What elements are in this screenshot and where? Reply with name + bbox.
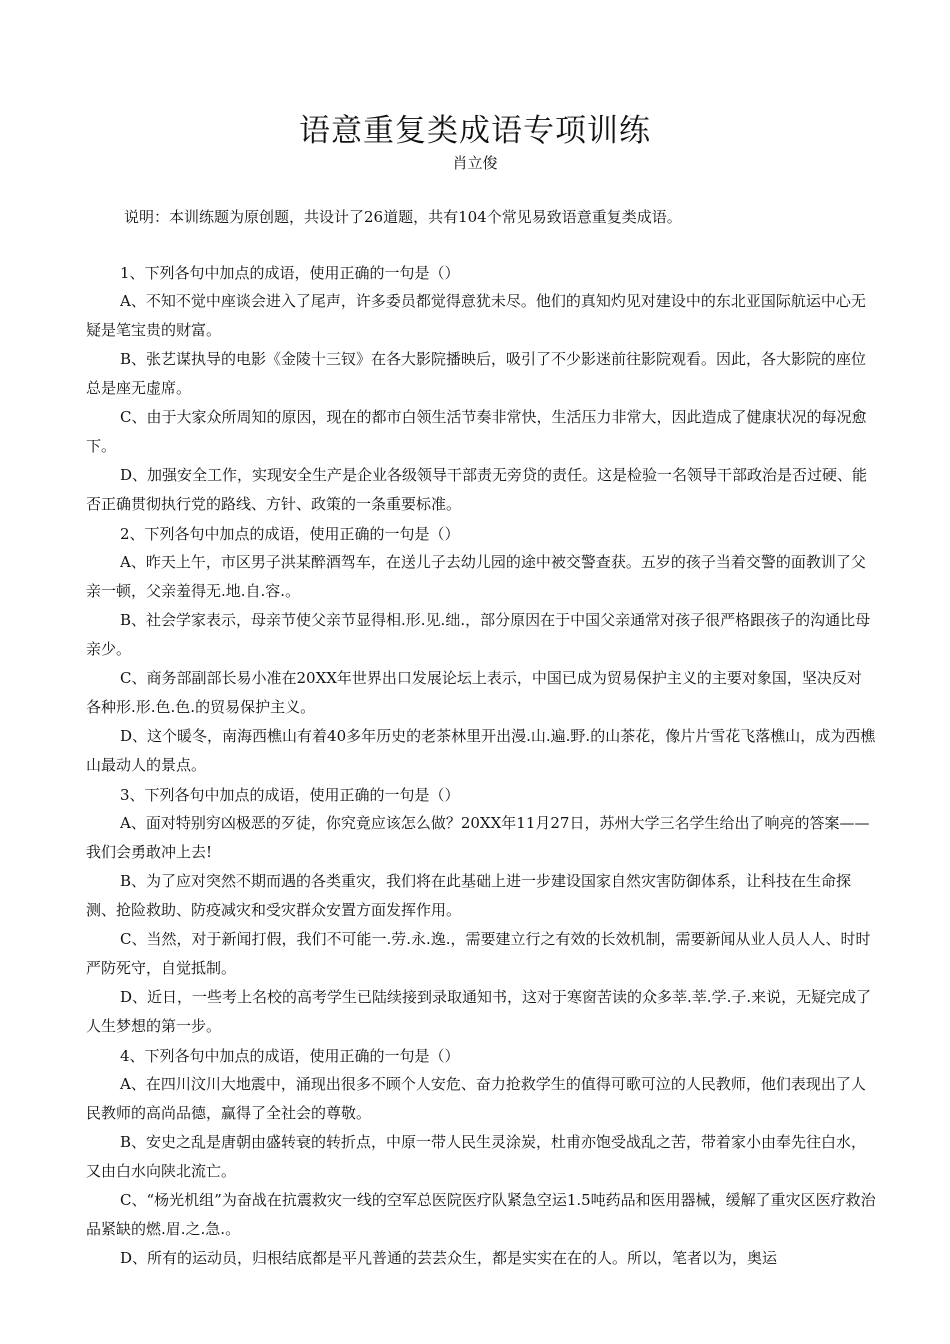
option-a: A、昨天上午，市区男子洪某醉酒驾车，在送儿子去幼儿园的途中被交警查获。五岁的孩子当着交警的面教训了父亲一顿，父亲羞得无.地.自.容.。 <box>86 553 866 600</box>
document-title: 语意重复类成语专项训练 <box>299 112 651 149</box>
option-b: B、社会学家表示，母亲节使父亲节显得相.形.见.绌.，部分原因在于中国父亲通常对孩子很严格跟孩子的沟通比母亲少。 <box>86 611 871 658</box>
option-a: A、面对特别穷凶极恶的歹徒，你究竟应该怎么做？20XX年11月27日，苏州大学三名学生给出了响亮的答案——我们会勇敢冲上去! <box>86 814 870 861</box>
question-stem: 4、下列各句中加点的成语，使用正确的一句是（） <box>120 1047 460 1065</box>
question-stem: 3、下列各句中加点的成语，使用正确的一句是（） <box>120 786 460 804</box>
option-b: B、为了应对突然不期而遇的各类重灾，我们将在此基础上进一步建设国家自然灾害防御体系，让科技在生命探测、抢险救助、防疫减灾和受灾群众安置方面发挥作用。 <box>86 872 852 919</box>
question-stem: 1、下列各句中加点的成语，使用正确的一句是（） <box>120 264 460 282</box>
question-stem: 2、下列各句中加点的成语，使用正确的一句是（） <box>120 525 460 543</box>
option-d: D、这个暖冬，南海西樵山有着40多年历史的老茶林里开出漫.山.遍.野.的山茶花，像片片雪花飞落樵山，成为西樵山最动人的景点。 <box>86 727 876 774</box>
option-c: C、由于大家众所周知的原因，现在的都市白领生活节奏非常快，生活压力非常大，因此造成了健康状况的每况愈下。 <box>86 408 867 455</box>
option-a: A、在四川汶川大地震中，涌现出很多不顾个人安危、奋力抢救学生的值得可歌可泣的人民教师，他们表现出了人民教师的高尚品德，赢得了全社会的尊敬。 <box>86 1075 866 1122</box>
author-name: 肖立俊 <box>452 154 498 172</box>
option-d: D、所有的运动员，归根结底都是平凡普通的芸芸众生，都是实实在在的人。所以，笔者以为，奥运 <box>120 1249 778 1267</box>
option-b: B、张艺谋执导的电影《金陵十三钗》在各大影院播映后，吸引了不少影迷前往影院观看。因此，各大影院的座位总是座无虚席。 <box>86 350 867 397</box>
option-d: D、近日，一些考上名校的高考学生已陆续接到录取通知书，这对于寒窗苦读的众多莘.莘.学.子.来说，无疑完成了人生梦想的第一步。 <box>86 988 872 1035</box>
option-c: C、“杨光机组”为奋战在抗震救灾一线的空军总医院医疗队紧急空运1.5吨药品和医用器械，缓解了重灾区医疗救治品紧缺的燃.眉.之.急.。 <box>86 1191 876 1238</box>
option-c: C、商务部副部长易小准在20XX年世界出口发展论坛上表示，中国已成为贸易保护主义的主要对象国，坚决反对各种形.形.色.色.的贸易保护主义。 <box>86 669 862 716</box>
option-b: B、安史之乱是唐朝由盛转衰的转折点，中原一带人民生灵涂炭，杜甫亦饱受战乱之苦，带着家小由奉先往白水，又由白水向陕北流亡。 <box>86 1133 867 1180</box>
intro-note: 说明：本训练题为原创题，共设计了26道题，共有104个常见易致语意重复类成语。 <box>124 208 682 226</box>
option-a: A、不知不觉中座谈会进入了尾声，许多委员都觉得意犹未尽。他们的真知灼见对建设中的东北亚国际航运中心无疑是笔宝贵的财富。 <box>86 292 866 339</box>
option-d: D、加强安全工作，实现安全生产是企业各级领导干部责无旁贷的责任。这是检验一名领导干部政治是否过硬、能否正确贯彻执行党的路线、方针、政策的一条重要标准。 <box>86 466 868 513</box>
option-c: C、当然，对于新闻打假，我们不可能一.劳.永.逸.，需要建立行之有效的长效机制，需要新闻从业人员人人、时时严防死守，自觉抵制。 <box>86 930 871 977</box>
question-list <box>86 258 876 1273</box>
